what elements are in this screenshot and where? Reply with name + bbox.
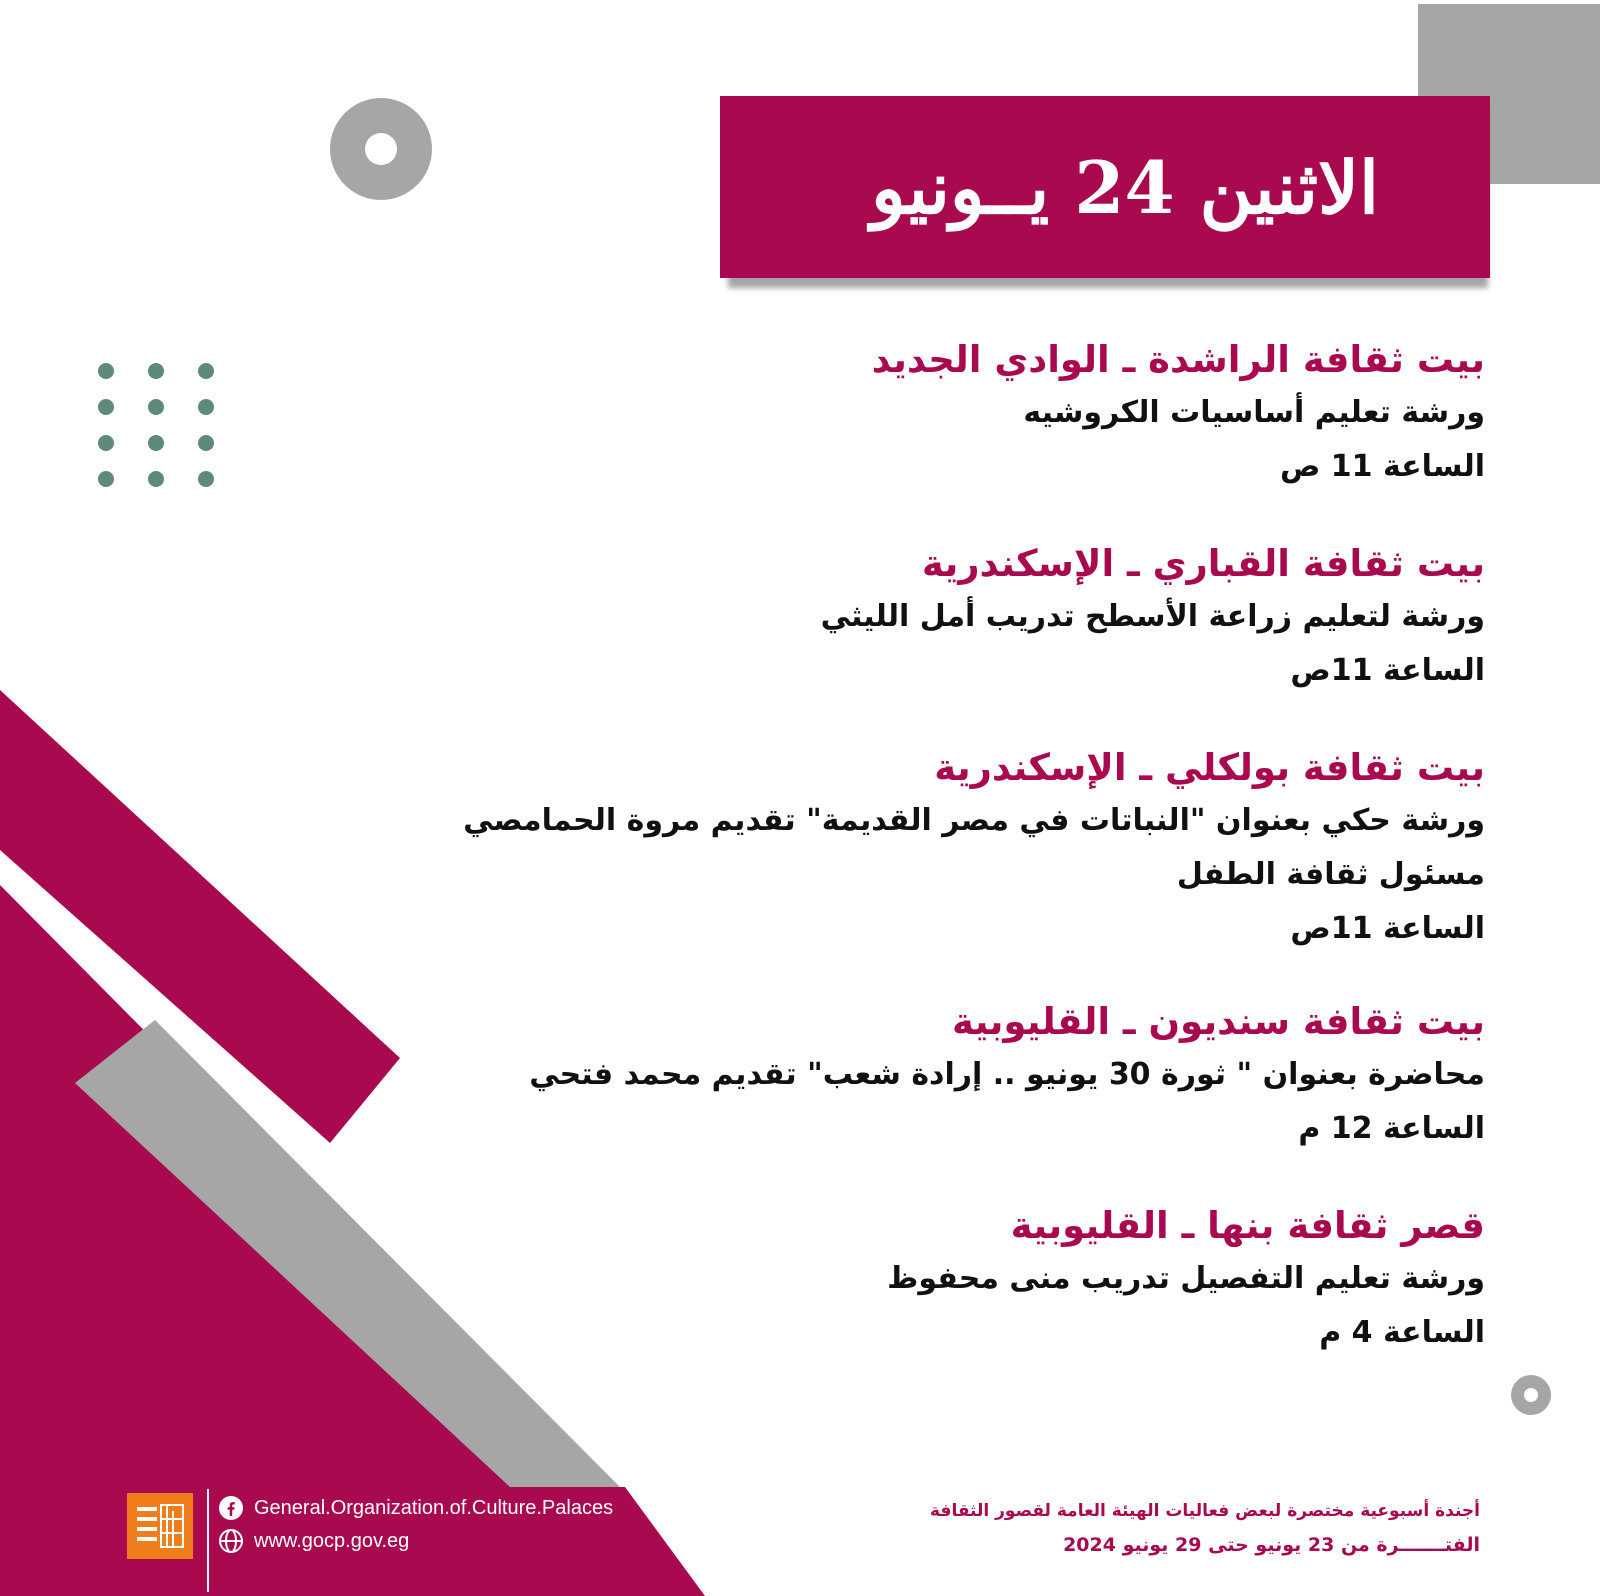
website-link[interactable] — [218, 1524, 409, 1558]
title-banner — [720, 96, 1490, 278]
event-item — [335, 742, 1485, 956]
facebook-link[interactable] — [218, 1491, 613, 1525]
page-title: الاثنين 24 يــونيو — [870, 144, 1380, 230]
event-item — [335, 334, 1485, 494]
event-description: ورشة تعليم التفصيل تدريب منى محفوظ — [887, 1261, 1485, 1296]
website-url: www.gocp.gov.eg — [254, 1529, 410, 1552]
gocp-logo — [127, 1493, 193, 1559]
event-venue: بيت ثقافة الراشدة ـ الوادي الجديد — [871, 338, 1485, 381]
facebook-handle: General.Organization.of.Culture.Palaces — [254, 1496, 614, 1519]
event-time: الساعة 11ص — [1290, 653, 1485, 688]
footer-divider — [207, 1489, 209, 1592]
event-time: الساعة 4 م — [1319, 1315, 1485, 1350]
event-venue: بيت ثقافة سنديون ـ القليوبية — [952, 1000, 1485, 1043]
event-description: ورشة حكي بعنوان "النباتات في مصر القديمة" تقديم مروة الحمامصي مسئول ثقافة الطفل — [463, 803, 1485, 892]
event-item — [335, 538, 1485, 698]
event-venue: بيت ثقافة القباري ـ الإسكندرية — [921, 542, 1485, 585]
ring-decoration-bottom — [1511, 1375, 1551, 1415]
event-item — [335, 996, 1485, 1156]
ring-decoration-top — [330, 98, 432, 200]
dot-grid-decoration — [90, 355, 230, 495]
agenda-note: أجندة أسبوعية مختصرة لبعض فعاليات الهيئة العامة لقصور الثقافة — [930, 1501, 1480, 1521]
event-time: الساعة 11 ص — [1279, 449, 1485, 484]
event-description: ورشة لتعليم زراعة الأسطح تدريب أمل الليثي — [820, 599, 1485, 634]
event-time: الساعة 12 م — [1298, 1111, 1485, 1146]
events-list — [335, 334, 1485, 1404]
footer-agenda — [860, 1494, 1480, 1562]
event-time: الساعة 11ص — [1290, 911, 1485, 946]
globe-icon — [218, 1528, 244, 1554]
facebook-icon — [218, 1495, 244, 1521]
event-venue: قصر ثقافة بنها ـ القليوبية — [1010, 1204, 1485, 1247]
event-venue: بيت ثقافة بولكلي ـ الإسكندرية — [934, 746, 1485, 789]
agenda-period: الفتـــــــرة من 23 يونيو حتى 29 يونيو 2024 — [1063, 1534, 1480, 1556]
event-item — [335, 1200, 1485, 1360]
event-description: محاضرة بعنوان " ثورة 30 يونيو .. إرادة شعب" تقديم محمد فتحي — [529, 1057, 1485, 1092]
logo-icon — [131, 1497, 189, 1555]
event-description: ورشة تعليم أساسيات الكروشيه — [1023, 395, 1485, 430]
